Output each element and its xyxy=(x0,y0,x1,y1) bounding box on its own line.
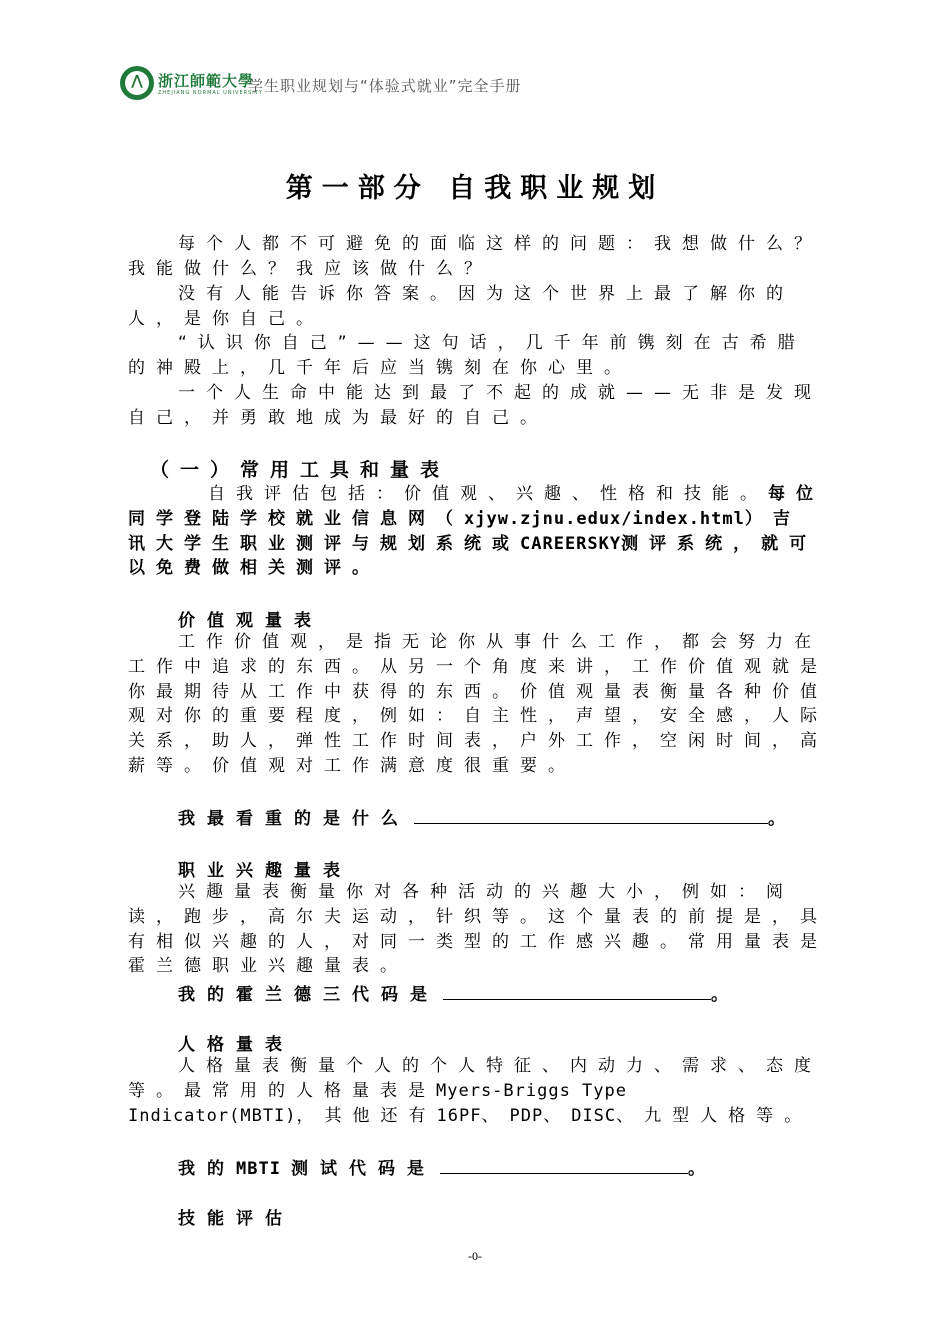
interest-fill-line xyxy=(178,980,740,1005)
personality-heading: 人格量表 xyxy=(178,1035,294,1055)
personality-text-1: 人格量表衡量个人的个人特征、内动力、需求、态度等。最常用的人格量表是 xyxy=(128,1056,822,1101)
page-title: 第一部分 自我职业规划 xyxy=(285,173,665,204)
personality-text-pdp: PDP xyxy=(509,1105,544,1126)
interest-heading: 职业兴趣量表 xyxy=(178,861,352,881)
assessment-instruction-3: 测评系统，就可以免费做相关测评。 xyxy=(128,533,818,579)
intro-paragraph-3: “认识你自己”——这句话，几千年前镌刻在古希腊的神殿上，几千年后应当镌刻在你心里。 xyxy=(128,333,806,378)
personality-text-mbti: Myers-Briggs Type Indicator(MBTI) xyxy=(128,1080,627,1126)
values-fill-line xyxy=(178,804,797,829)
holland-code-answer-blank[interactable] xyxy=(443,983,711,1000)
personality-text-2: ，其他还有 xyxy=(296,1105,437,1126)
mbti-fill-end: 。 xyxy=(687,1159,717,1179)
interest-fill-label: 我的霍兰德三代码是 xyxy=(178,985,439,1005)
skills-heading: 技能评估 xyxy=(178,1209,294,1229)
values-heading: 价值观量表 xyxy=(178,611,323,631)
page-header xyxy=(120,62,880,106)
header-title: 学生职业规划与“体验式就业”完全手册 xyxy=(248,77,522,95)
interest-paragraph: 兴趣量表衡量你对各种活动的兴趣大小，例如：阅读，跑步，高尔夫运动，针织等。这个量表的前提是，具有相似兴趣的人，对同一类型的工作感兴趣。常用量表是霍兰德职业兴趣量表。 xyxy=(128,882,828,977)
mbti-code-answer-blank[interactable] xyxy=(440,1157,688,1174)
section-paragraph-assessment xyxy=(128,482,828,581)
university-logo-name: 浙江師範大學 xyxy=(158,72,255,90)
personality-text-5: 、九型人格等。 xyxy=(616,1105,813,1126)
personality-paragraph xyxy=(128,1054,828,1128)
personality-text-disc: DISC xyxy=(571,1105,617,1126)
values-answer-blank[interactable] xyxy=(414,807,768,824)
university-logo-sub: ZHEJIANG NORMAL UNIVERSITY xyxy=(158,90,263,96)
assessment-url: xjyw.zjnu.edux/index.html xyxy=(464,508,745,529)
personality-text-4: 、 xyxy=(543,1105,572,1126)
values-paragraph: 工作价值观，是指无论你从事什么工作，都会努力在工作中追求的东西。从另一个角度来讲，工作价值观就是你最期待从工作中获得的东西。价值观量表衡量各种价值观对你的重要程度，例如：自主性，声望，安全感，人际关系，助人，弹性工作时间表，户外工作，空闲时间，高薪等。价值观对工作满意度很重要。 xyxy=(128,632,828,776)
personality-text-16pf: 16PF xyxy=(436,1105,482,1126)
assessment-text: 自我评估包括：价值观、兴趣、性格和技能。 xyxy=(208,484,768,504)
assessment-instruction-2: ）吉讯大学生职业测评与规划系统或 xyxy=(128,508,801,554)
intro-paragraph-1: 每个人都不可避免的面临这样的问题：我想做什么？我能做什么？我应该做什么？ xyxy=(128,234,822,279)
intro-paragraph-4: 一个人生命中能达到最了不起的成就——无非是发现自己，并勇敢地成为最好的自己。 xyxy=(128,383,822,428)
mbti-fill-label-2: 测试代码是 xyxy=(290,1159,436,1179)
mbti-fill-label-en: MBTI xyxy=(236,1159,281,1179)
interest-fill-end: 。 xyxy=(711,985,740,1005)
assessment-system-name: CAREERSKY xyxy=(520,533,622,554)
mbti-fill-label-1: 我的 xyxy=(178,1159,236,1179)
intro-paragraph-2: 没有人能告诉你答案。因为这个世界上最了解你的人，是你自己。 xyxy=(128,284,794,329)
mbti-fill-line xyxy=(178,1154,717,1179)
page-number: -0- xyxy=(468,1249,482,1263)
personality-text-3: 、 xyxy=(481,1105,510,1126)
assessment-instruction-1: 每位同学登陆学校就业信息网（ xyxy=(128,484,824,529)
university-logo-icon: ⋀ xyxy=(120,66,154,100)
section-heading-tools: （一）常用工具和量表 xyxy=(150,459,451,481)
values-fill-end: 。 xyxy=(768,809,797,829)
values-fill-label: 我最看重的是什么 xyxy=(178,809,410,829)
